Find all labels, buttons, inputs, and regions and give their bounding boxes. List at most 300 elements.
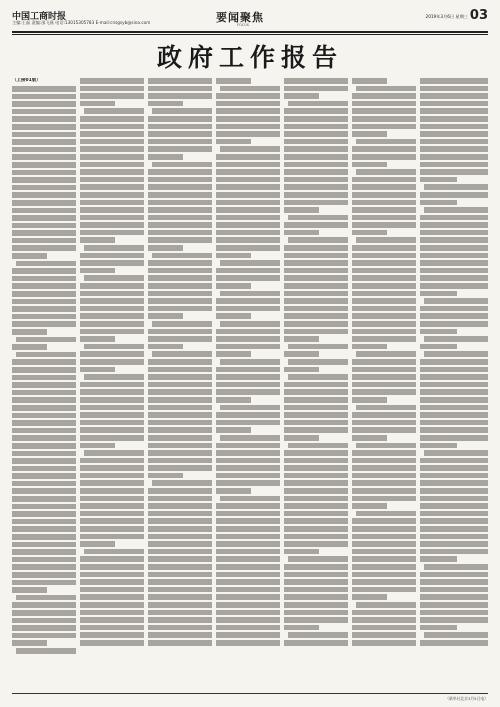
text-line <box>216 617 280 623</box>
text-line <box>216 503 280 509</box>
text-line <box>420 541 488 547</box>
text-line <box>84 450 144 456</box>
text-line <box>216 222 280 228</box>
text-line <box>352 610 416 616</box>
text-line <box>284 579 348 585</box>
text-line <box>216 192 280 198</box>
text-line <box>148 610 212 616</box>
text-line <box>420 640 488 646</box>
text-line <box>216 237 280 243</box>
text-line <box>80 313 144 319</box>
text-line <box>420 443 457 449</box>
text-line <box>148 450 212 456</box>
text-line <box>216 139 251 145</box>
text-line <box>284 412 348 418</box>
text-line <box>288 556 348 562</box>
text-line <box>12 473 76 479</box>
text-line <box>420 101 488 107</box>
text-line <box>12 397 76 403</box>
text-line <box>352 162 387 168</box>
paper-meta: 主编:王磊 责编:邵飞燕 电话:13015305783 E-mail:cnsgsyb@sina.com <box>12 20 151 25</box>
text-line <box>220 435 280 441</box>
text-line <box>12 314 76 320</box>
text-line <box>16 648 76 654</box>
text-line <box>80 200 144 206</box>
text-line <box>148 427 212 433</box>
text-line <box>80 154 144 160</box>
text-line <box>216 78 251 84</box>
text-line <box>420 169 488 175</box>
text-line <box>216 594 280 600</box>
text-line <box>12 564 76 570</box>
text-line <box>352 587 416 593</box>
text-line <box>424 351 488 357</box>
text-line <box>216 473 280 479</box>
text-line <box>12 215 76 221</box>
text-line <box>420 594 488 600</box>
text-line <box>352 556 416 562</box>
text-line <box>420 374 488 380</box>
text-line <box>284 154 348 160</box>
text-line <box>216 367 280 373</box>
text-line <box>80 526 144 532</box>
text-line <box>12 268 76 274</box>
text-line <box>420 154 488 160</box>
text-line <box>216 412 280 418</box>
text-line <box>284 382 348 388</box>
text-line <box>12 344 47 350</box>
text-line <box>216 336 280 342</box>
text-line <box>12 170 76 176</box>
text-line <box>352 192 416 198</box>
text-line <box>152 108 212 114</box>
text-line <box>84 245 144 251</box>
text-line <box>80 207 144 213</box>
text-line <box>352 367 416 373</box>
text-line <box>12 276 76 282</box>
text-line <box>148 78 212 84</box>
text-line <box>284 313 348 319</box>
text-line <box>352 382 416 388</box>
text-line <box>152 162 212 168</box>
text-column <box>216 78 280 690</box>
text-line <box>284 169 348 175</box>
text-line <box>80 329 144 335</box>
text-line <box>216 534 280 540</box>
text-line <box>352 108 416 114</box>
text-line <box>284 306 348 312</box>
text-line <box>216 374 280 380</box>
text-line <box>420 192 488 198</box>
text-line <box>420 572 488 578</box>
text-line <box>12 329 47 335</box>
text-line <box>12 633 76 639</box>
text-line <box>80 367 115 373</box>
text-line <box>12 154 76 160</box>
text-line <box>80 351 144 357</box>
text-line <box>352 473 416 479</box>
text-line <box>420 237 488 243</box>
text-line <box>284 549 319 555</box>
text-line <box>148 564 212 570</box>
text-line <box>12 94 76 100</box>
text-line <box>80 260 144 266</box>
text-line <box>352 275 416 281</box>
text-line <box>356 351 416 357</box>
text-line <box>152 480 212 486</box>
text-line <box>16 595 76 601</box>
masthead <box>12 9 488 31</box>
text-line <box>424 336 488 342</box>
text-line <box>80 253 144 259</box>
text-line <box>216 131 280 137</box>
text-line <box>352 632 416 638</box>
text-line <box>84 549 144 555</box>
text-line <box>216 420 280 426</box>
text-line <box>148 541 212 547</box>
text-line <box>284 541 348 547</box>
text-line <box>12 124 76 130</box>
text-line <box>352 496 416 502</box>
text-line <box>148 131 212 137</box>
text-line <box>220 86 280 92</box>
text-line <box>216 518 280 524</box>
text-line <box>12 625 76 631</box>
text-line <box>12 230 76 236</box>
text-line <box>356 443 416 449</box>
text-line <box>420 177 457 183</box>
text-line <box>284 222 348 228</box>
text-line <box>148 329 212 335</box>
text-line <box>420 162 488 168</box>
text-line <box>80 237 115 243</box>
text-line <box>352 594 387 600</box>
text-line <box>216 427 251 433</box>
text-line <box>352 465 416 471</box>
text-line <box>12 291 76 297</box>
text-line <box>148 549 212 555</box>
text-line <box>216 610 280 616</box>
section-name: 要闻聚焦 <box>216 11 264 24</box>
text-line <box>12 618 76 624</box>
text-line <box>420 420 488 426</box>
text-line <box>420 268 488 274</box>
text-line <box>216 632 280 638</box>
text-line <box>148 169 212 175</box>
text-line <box>420 200 457 206</box>
text-line <box>288 632 348 638</box>
text-line <box>352 344 387 350</box>
text-line <box>12 86 76 92</box>
text-line <box>284 268 348 274</box>
section-subtitle: FOCUS <box>237 23 249 27</box>
text-line <box>12 283 76 289</box>
text-line <box>352 518 416 524</box>
text-line <box>356 511 416 517</box>
text-line <box>420 534 488 540</box>
text-line <box>420 230 488 236</box>
text-line <box>216 184 280 190</box>
text-line <box>12 177 76 183</box>
text-line <box>284 496 348 502</box>
text-line <box>12 162 76 168</box>
text-line <box>12 200 76 206</box>
text-line <box>216 275 280 281</box>
text-line <box>216 162 280 168</box>
text-line <box>12 572 76 578</box>
text-line <box>284 253 348 259</box>
text-line <box>284 564 348 570</box>
text-line <box>356 169 416 175</box>
text-line <box>216 526 280 532</box>
text-line <box>148 207 212 213</box>
text-line <box>284 602 348 608</box>
text-line <box>148 237 212 243</box>
text-line <box>352 283 416 289</box>
text-line <box>284 625 319 631</box>
text-line <box>216 480 280 486</box>
text-line <box>352 207 416 213</box>
text-line <box>216 397 251 403</box>
text-line <box>420 222 488 228</box>
text-line <box>284 108 348 114</box>
text-line <box>148 306 212 312</box>
text-line <box>80 443 115 449</box>
text-line <box>80 412 144 418</box>
text-line <box>424 564 488 570</box>
text-line <box>352 503 387 509</box>
text-line <box>216 283 251 289</box>
text-line <box>216 101 280 107</box>
text-line <box>216 169 280 175</box>
text-line <box>148 534 212 540</box>
text-line <box>284 458 348 464</box>
text-line <box>284 427 348 433</box>
text-line <box>284 488 348 494</box>
text-line <box>352 253 416 259</box>
text-line <box>148 632 212 638</box>
text-line <box>12 245 76 251</box>
text-line <box>80 139 144 145</box>
page-number: 03 <box>469 8 488 23</box>
text-line <box>284 291 348 297</box>
text-line <box>284 131 348 137</box>
text-line <box>80 458 144 464</box>
text-line <box>148 511 212 517</box>
text-line <box>80 389 144 395</box>
text-line <box>284 587 348 593</box>
text-line <box>352 458 416 464</box>
text-line <box>352 131 387 137</box>
text-line <box>80 268 115 274</box>
text-line <box>80 184 144 190</box>
text-line <box>284 640 348 646</box>
text-line <box>216 215 280 221</box>
text-column <box>420 78 488 690</box>
text-line <box>216 253 251 259</box>
text-line <box>12 557 76 563</box>
text-line <box>84 374 144 380</box>
header-rule <box>12 31 488 33</box>
text-line <box>288 215 348 221</box>
text-line <box>284 116 348 122</box>
text-line <box>80 572 144 578</box>
text-line <box>12 466 76 472</box>
text-line <box>80 587 144 593</box>
text-line <box>420 93 488 99</box>
text-line <box>148 435 212 441</box>
text-line <box>80 222 144 228</box>
text-line <box>352 260 416 266</box>
text-line <box>216 298 280 304</box>
text-line <box>424 450 488 456</box>
text-line <box>80 162 144 168</box>
text-line <box>216 382 280 388</box>
text-line <box>352 215 416 221</box>
text-line <box>12 382 76 388</box>
text-line <box>12 451 76 457</box>
text-line <box>12 101 76 107</box>
text-line <box>420 367 488 373</box>
text-line <box>420 465 488 471</box>
text-line <box>216 640 280 646</box>
text-line <box>12 428 76 434</box>
text-line <box>80 435 144 441</box>
text-line <box>420 275 488 281</box>
text-line <box>216 556 280 562</box>
text-line <box>420 625 457 631</box>
text-line <box>12 413 76 419</box>
text-line <box>420 78 488 84</box>
text-column <box>148 78 212 690</box>
text-line <box>12 640 47 646</box>
text-line <box>148 275 212 281</box>
text-line <box>80 617 144 623</box>
text-line <box>216 313 251 319</box>
text-line <box>80 427 144 433</box>
text-line <box>284 283 348 289</box>
text-line <box>284 405 348 411</box>
text-line <box>80 503 144 509</box>
text-line <box>420 359 488 365</box>
text-line <box>420 473 488 479</box>
text-line <box>284 124 348 130</box>
text-line <box>356 86 416 92</box>
text-line <box>420 86 488 92</box>
text-line <box>148 215 212 221</box>
text-line <box>356 405 416 411</box>
text-line <box>216 458 280 464</box>
text-line <box>420 116 488 122</box>
text-line <box>352 146 416 152</box>
text-line <box>148 93 212 99</box>
text-line <box>216 488 251 494</box>
text-line <box>148 617 212 623</box>
text-line <box>424 298 488 304</box>
text-line <box>148 405 212 411</box>
text-line <box>80 382 144 388</box>
text-line <box>420 526 488 532</box>
text-line <box>12 132 76 138</box>
text-line <box>80 283 144 289</box>
text-line <box>148 291 212 297</box>
text-line <box>216 116 280 122</box>
text-line <box>284 480 348 486</box>
text-line <box>12 610 76 616</box>
text-line <box>12 139 76 145</box>
text-line <box>12 359 76 365</box>
text-line <box>80 230 144 236</box>
text-line <box>12 504 76 510</box>
text-line <box>216 268 280 274</box>
text-line <box>148 283 212 289</box>
text-line <box>80 306 144 312</box>
text-line <box>80 131 144 137</box>
text-line <box>80 93 144 99</box>
text-line <box>420 480 488 486</box>
text-line <box>352 564 416 570</box>
text-line <box>12 481 76 487</box>
text-line <box>216 443 280 449</box>
text-line <box>80 124 144 130</box>
text-line <box>148 101 183 107</box>
text-line <box>284 192 348 198</box>
text-line <box>420 579 488 585</box>
text-line <box>80 496 144 502</box>
text-line <box>420 321 488 327</box>
text-line <box>420 587 488 593</box>
text-line <box>284 503 348 509</box>
text-line <box>284 465 348 471</box>
text-line <box>80 405 144 411</box>
text-line <box>420 610 488 616</box>
text-line <box>80 116 144 122</box>
text-line <box>352 336 416 342</box>
text-line <box>216 351 251 357</box>
text-line <box>420 291 457 297</box>
text-line <box>284 86 348 92</box>
text-line <box>352 124 416 130</box>
text-line <box>12 587 47 593</box>
text-line <box>216 549 280 555</box>
text-line <box>148 359 212 365</box>
text-line <box>80 215 144 221</box>
text-line <box>420 313 488 319</box>
text-line <box>352 572 416 578</box>
text-line <box>12 390 76 396</box>
text-line <box>288 359 348 365</box>
text-line <box>216 230 280 236</box>
text-line <box>216 177 280 183</box>
text-line <box>352 101 416 107</box>
text-line <box>80 564 144 570</box>
text-line <box>352 329 416 335</box>
text-line <box>80 86 144 92</box>
text-line <box>12 321 76 327</box>
footer-rule <box>12 693 488 694</box>
text-line <box>216 108 280 114</box>
text-line <box>352 298 416 304</box>
text-line <box>220 291 280 297</box>
text-line <box>352 534 416 540</box>
text-line <box>148 124 212 130</box>
continuation-label: （上接01版） <box>12 78 41 83</box>
text-line <box>12 580 76 586</box>
text-line <box>216 200 280 206</box>
text-line <box>80 640 144 646</box>
text-line <box>420 215 488 221</box>
text-line <box>220 405 280 411</box>
